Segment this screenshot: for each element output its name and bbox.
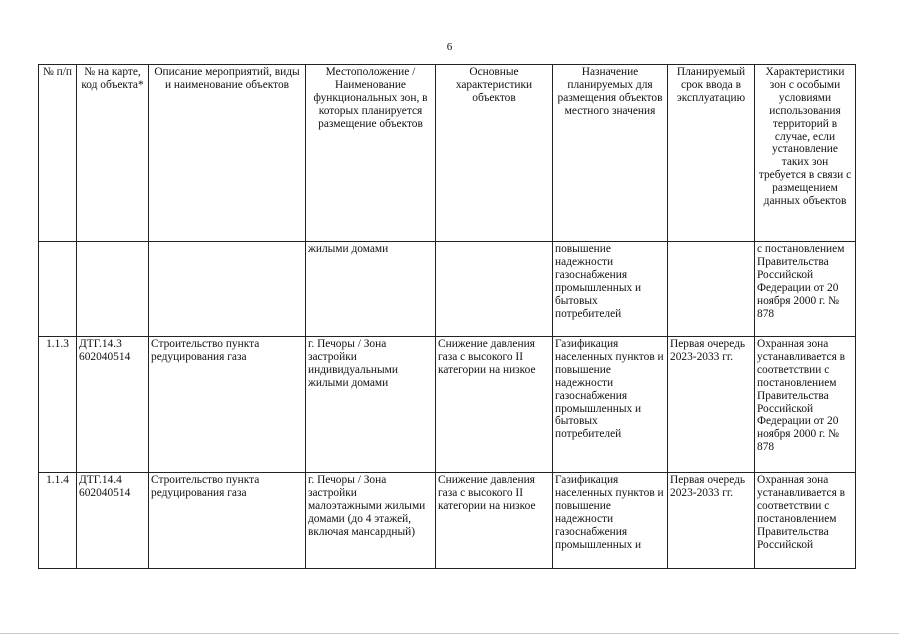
header-zones: Характеристики зон с особыми условиями использования территорий в случае, если установление таких зон требуется в связи с размещением данных объектов	[755, 65, 856, 242]
table-row	[39, 242, 856, 337]
cell-zones: Охранная зона устанавливается в соответствии с постановлением Правительства Российской	[755, 473, 856, 569]
header-characteristics: Основные характеристики объектов	[436, 65, 553, 242]
cell-purpose: повышение надежности газоснабжения промышленных и бытовых потребителей	[553, 242, 668, 337]
cell-location: г. Печоры / Зона застройки малоэтажными жилыми домами (до 4 этажей, включая мансардный)	[306, 473, 436, 569]
cell-description	[149, 242, 306, 337]
cell-description: Строительство пункта редуцирования газа	[149, 337, 306, 473]
cell-location: г. Печоры / Зона застройки индивидуальными жилыми домами	[306, 337, 436, 473]
cell-characteristics: Снижение давления газа с высокого II категории на низкое	[436, 473, 553, 569]
cell-num: 1.1.4	[39, 473, 77, 569]
planning-table	[38, 64, 856, 569]
cell-term: Первая очередь 2023-2033 гг.	[668, 337, 755, 473]
header-num: № п/п	[39, 65, 77, 242]
cell-purpose: Газификация населенных пунктов и повышение надежности газоснабжения промышленных и бытовых потребителей	[553, 337, 668, 473]
cell-code: ДТГ.14.3 602040514	[77, 337, 149, 473]
header-description: Описание мероприятий, виды и наименование объектов	[149, 65, 306, 242]
table-header-row	[39, 65, 856, 242]
header-purpose: Назначение планируемых для размещения объектов местного значения	[553, 65, 668, 242]
cell-zones: с постановлением Правительства Российской Федерации от 20 ноября 2000 г. № 878	[755, 242, 856, 337]
table-row	[39, 473, 856, 569]
page-number: 6	[446, 41, 453, 53]
table-row	[39, 337, 856, 473]
cell-code	[77, 242, 149, 337]
header-location: Местоположение / Наименование функциональных зон, в которых планируется размещение объектов	[306, 65, 436, 242]
cell-characteristics: Снижение давления газа с высокого II категории на низкое	[436, 337, 553, 473]
cell-term: Первая очередь 2023-2033 гг.	[668, 473, 755, 569]
cell-description: Строительство пункта редуцирования газа	[149, 473, 306, 569]
cell-code: ДТГ.14.4 602040514	[77, 473, 149, 569]
cell-term	[668, 242, 755, 337]
header-code: № на карте, код объекта*	[77, 65, 149, 242]
cell-characteristics	[436, 242, 553, 337]
cell-num: 1.1.3	[39, 337, 77, 473]
header-term: Планируемый срок ввода в эксплуатацию	[668, 65, 755, 242]
cell-location: жилыми домами	[306, 242, 436, 337]
scan-edge-line	[0, 633, 899, 634]
cell-zones: Охранная зона устанавливается в соответствии с постановлением Правительства Российской Федерации от 20 ноября 2000 г. № 878	[755, 337, 856, 473]
cell-num	[39, 242, 77, 337]
cell-purpose: Газификация населенных пунктов и повышение надежности газоснабжения промышленных и	[553, 473, 668, 569]
